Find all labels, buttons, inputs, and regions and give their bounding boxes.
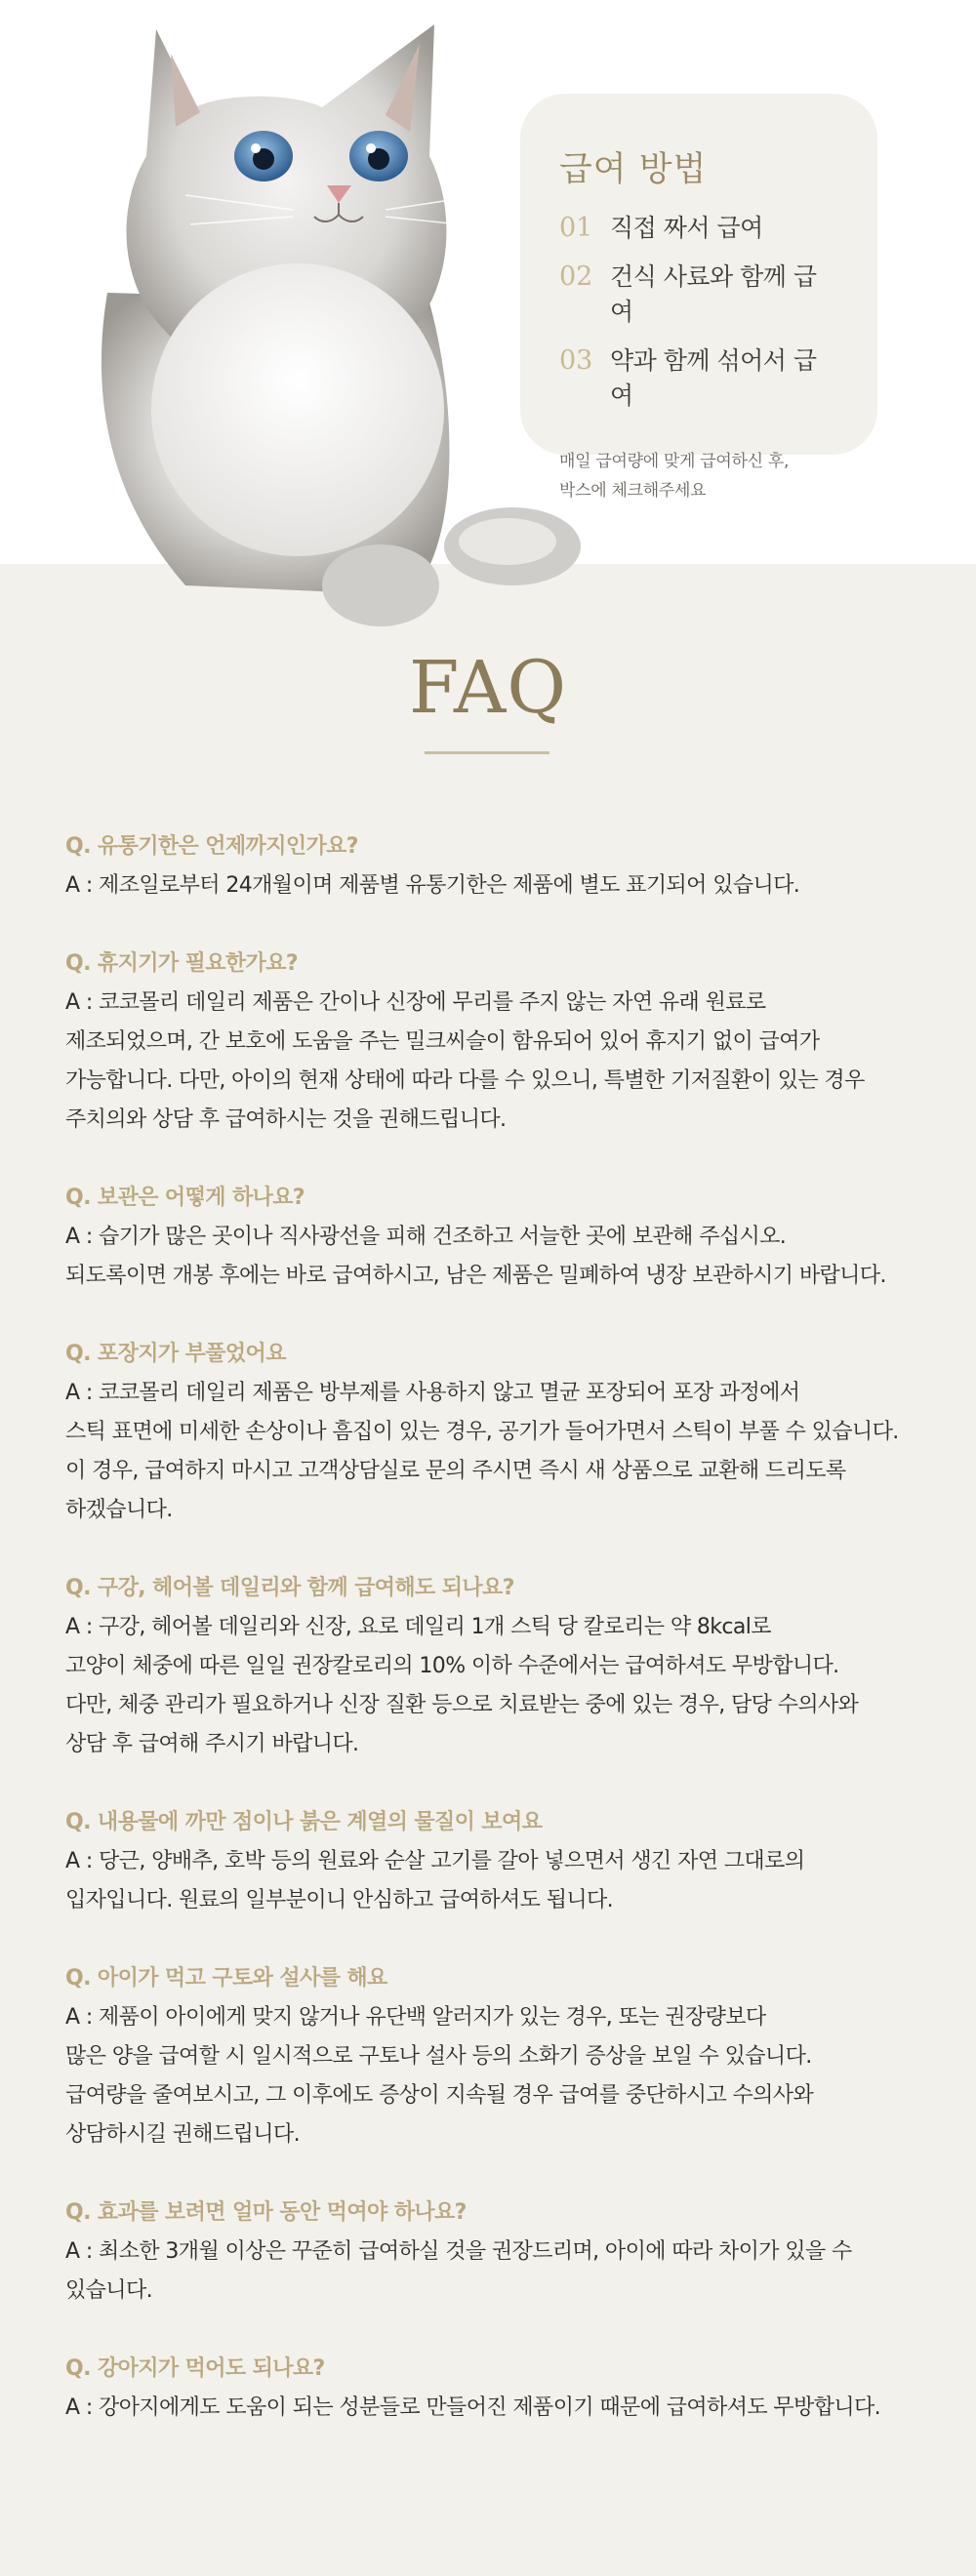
feeding-step-number: 03 [559,345,593,376]
faq-question: Q. 강아지가 먹어도 되나요? [65,2356,325,2381]
feeding-step [559,209,838,244]
faq-item [65,1179,924,1296]
faq-item [65,1335,924,1530]
faq-item [65,945,924,1140]
faq-question: Q. 유통기한은 언제까지인가요? [65,834,358,859]
feeding-guide-card [520,94,877,501]
feeding-note: 매일 급여량에 맞게 급여하신 후, 박스에 체크해주세요 [559,452,790,501]
faq-question: Q. 효과를 보려면 얼마 동안 먹여야 하나요? [65,2200,467,2225]
feeding-step-text: 건식 사료와 함께 급여 [610,262,817,326]
faq-item [65,827,924,906]
faq-title-divider [425,751,549,754]
faq-answer: A : 코코몰리 데일리 제품은 방부제를 사용하지 않고 멸균 포장되어 포장 과정에서 스틱 표면에 미세한 손상이나 흠집이 있는 경우, 공기가 들어가면서 스틱이 부풀 수 있습니다. 이 경우, 급여하지 마시고 고객상담실로 문의 주시면 즉시 새 상품으로 교환해 드리도록 하겠습니다. [65,1381,899,1522]
faq-question: Q. 아이가 먹고 구토와 설사를 해요 [65,1966,387,1991]
faq-question: Q. 내용물에 까만 점이나 붉은 계열의 물질이 보여요 [65,1810,543,1834]
faq-item [65,2350,924,2428]
faq-item [65,1803,924,1920]
feeding-step-text: 직접 짜서 급여 [610,214,763,242]
faq-question: Q. 포장지가 부풀었어요 [65,1342,286,1366]
feeding-step-number: 01 [559,213,593,243]
faq-item [65,1569,924,1764]
faq-answer: A : 제조일로부터 24개월이며 제품별 유통기한은 제품에 별도 표기되어 있습니다. [65,873,800,898]
faq-question: Q. 휴지기가 필요한가요? [65,951,299,976]
feeding-step-text: 약과 함께 섞어서 급여 [610,346,817,410]
faq-answer: A : 당근, 양배추, 호박 등의 원료와 순살 고기를 갈아 넣으면서 생긴 자연 그대로의 입자입니다. 원료의 일부분이니 안심하고 급여하셔도 됩니다. [65,1849,805,1912]
faq-title: FAQ [408,646,568,730]
faq-answer: A : 구강, 헤어볼 데일리와 신장, 요로 데일리 1개 스틱 당 칼로리는 약 8kcal로 고양이 체중에 따른 일일 권장칼로리의 10% 이하 수준에서는 급여하셔도 무방합니다. 다만, 체중 관리가 필요하거나 신장 질환 등으로 치료받는 중에 있는 경우, 담당 수의사와 상담 후 급여해 주시기 바랍니다. [65,1615,859,1756]
faq-answer: A : 제품이 아이에게 맞지 않거나 유단백 알러지가 있는 경우, 또는 권장량보다 많은 양을 급여할 시 일시적으로 구토나 설사 등의 소화기 증상을 보일 수 있습니다. 급여량을 줄여보시고, 그 이후에도 증상이 지속될 경우 급여를 중단하시고 수의사와 상담하시길 권해드립니다. [65,2005,814,2147]
faq-item [65,2194,924,2311]
feeding-step-number: 02 [559,262,593,292]
feeding-step [559,342,838,412]
faq-answer: A : 최소한 3개월 이상은 꾸준히 급여하실 것을 권장드리며, 아이에 따라 차이가 있을 수 있습니다. [65,2239,852,2303]
faq-answer: A : 코코몰리 데일리 제품은 간이나 신장에 무리를 주지 않는 자연 유래 원료로 제조되었으며, 간 보호에 도움을 주는 밀크씨슬이 함유되어 있어 휴지기 없이 급여가 가능합니다. 다만, 아이의 현재 상태에 따라 다를 수 있으니, 특별한 기저질환이 있는 경우 주치의와 상담 후 급여하시는 것을 권해드립니다. [65,990,865,1132]
faq-answer: A : 습기가 많은 곳이나 직사광선을 피해 건조하고 서늘한 곳에 보관해 주십시오. 되도록이면 개봉 후에는 바로 급여하시고, 남은 제품은 밀폐하여 냉장 보관하시기 바랍니다. [65,1225,886,1288]
faq-answer: A : 강아지에게도 도움이 되는 성분들로 만들어진 제품이기 때문에 급여하셔도 무방합니다. [65,2395,881,2420]
faq-list [65,827,924,2467]
faq-question: Q. 구강, 헤어볼 데일리와 함께 급여해도 되나요? [65,1576,514,1600]
faq-item [65,1959,924,2154]
feeding-step [559,258,838,328]
feeding-guide-title: 급여 방법 [559,150,708,189]
faq-question: Q. 보관은 어떻게 하나요? [65,1186,305,1210]
